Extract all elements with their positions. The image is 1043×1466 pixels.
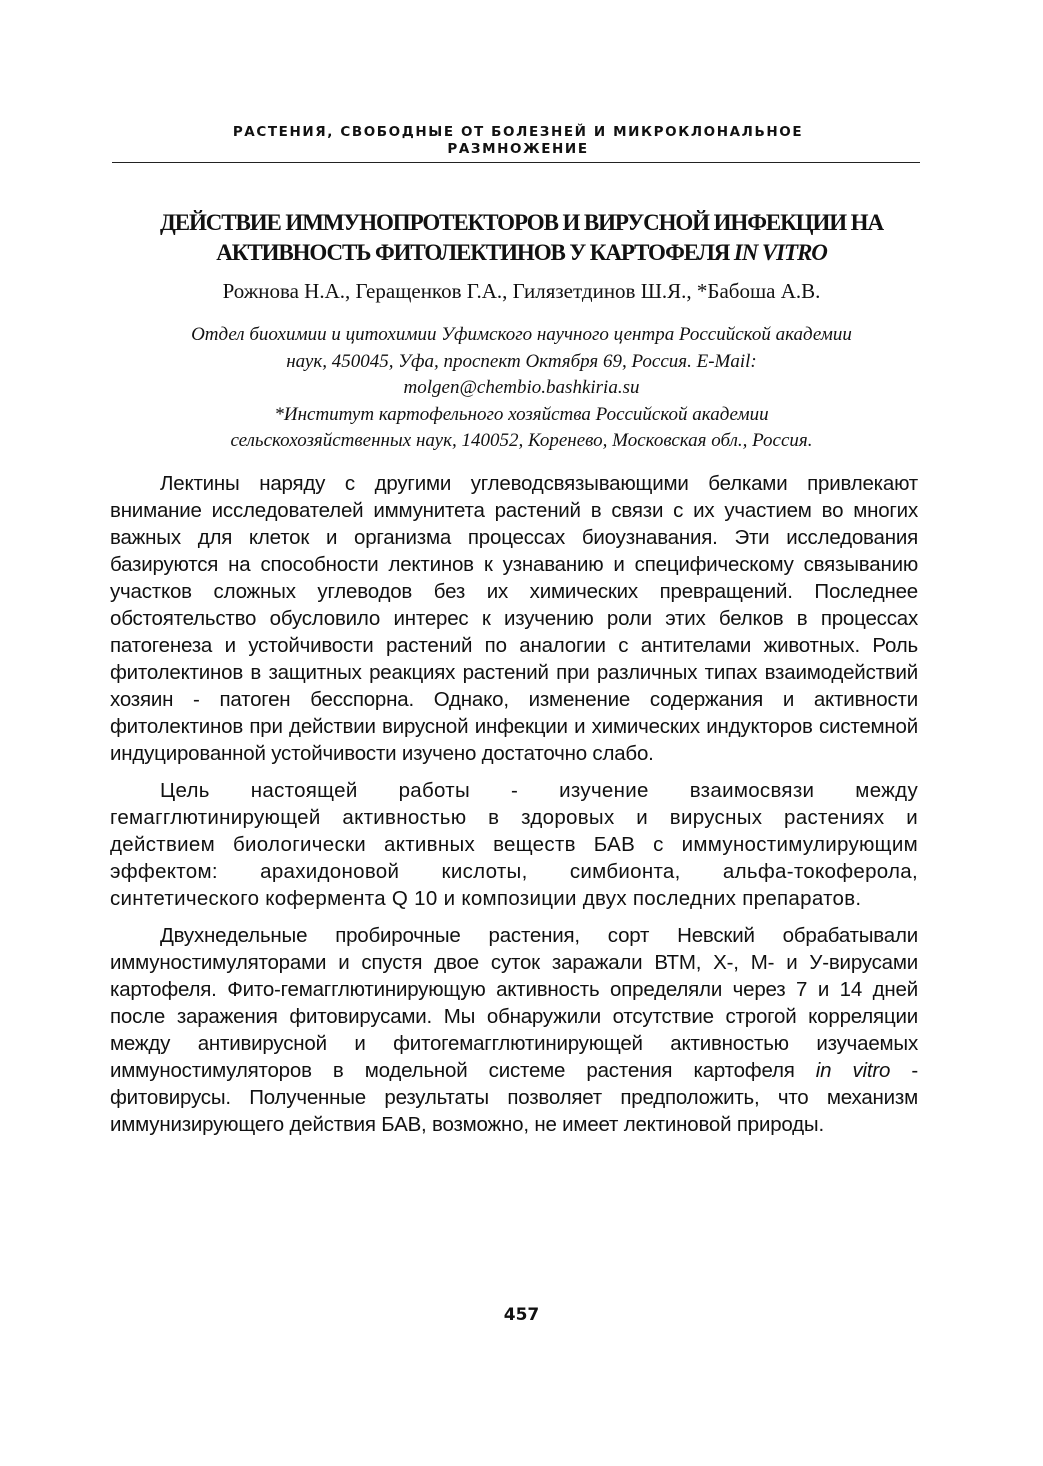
- title-line2: [100, 238, 943, 268]
- article-title: [100, 208, 943, 268]
- affiliation-email: molgen@chembio.bashkiria.su: [403, 377, 640, 398]
- affiliation-line: Отдел биохимии и цитохимии Уфимского научного центра Российской академии: [191, 324, 852, 345]
- page-number: 457: [503, 1305, 540, 1325]
- running-header-line2: РАЗМНОЖЕНИЕ: [447, 141, 589, 157]
- running-header-line1: РАСТЕНИЯ, СВОБОДНЫЕ ОТ БОЛЕЗНЕЙ И МИКРОКЛОНАЛЬНОЕ: [232, 124, 804, 140]
- affiliation-line: сельскохозяйственных наук, 140052, Коренево, Московская обл., Россия.: [230, 430, 813, 451]
- title-in-vitro: IN VITRO: [733, 240, 827, 265]
- results-text: Двухнедельные пробирочные растения, сорт Невский обрабатывали иммуностимуляторами и спустя двое суток заражали ВТМ, X-, M- и У-вирусами картофеля. Фито-гемагглютинирующую активность определяли через 7 и 14 дней после заражения фитовирусами. Мы обнаружили отсутствие строгой корреляции между антивирусной и фитогемагглютинирующей активностью изучаемых иммуностимуляторов в модельной системе растения картофеля: [110, 924, 918, 1082]
- affiliation-line: *Институт картофельного хозяйства Российской академии: [274, 403, 769, 425]
- paragraph-aim: Цель настоящей работы - изучение взаимосвязи между гемагглютинирующей активностью в здоровых и вирусных растениях и действием биологически активных веществ БАВ с иммуностимулирующим эффектом: арахидоновой кислоты, симбионта, альфа-токоферола, синтетического кофермента Q 10 и композиции двух последних препаратов.: [110, 779, 918, 910]
- header-rule: [112, 162, 920, 163]
- article-body: [110, 470, 918, 1148]
- title-line1: ДЕЙСТВИЕ ИММУНОПРОТЕКТОРОВ И ВИРУСНОЙ ИНФЕКЦИИ НА: [159, 210, 883, 235]
- title-line2-text: АКТИВНОСТЬ ФИТОЛЕКТИНОВ У КАРТОФЕЛЯ: [216, 240, 734, 265]
- running-header: [118, 124, 918, 158]
- affiliation-line: наук, 450045, Уфа, проспект Октября 69, Россия. E-Mail:: [286, 350, 757, 372]
- paragraph-introduction: Лектины наряду с другими углеводсвязывающими белками привлекают внимание исследователей иммунитета растений в связи с их участием во многих важных для клеток и организма процессах биоузнавания. Эти исследования базируются на способности лектинов к узнаванию и специфическому связыванию участков сложных углеводов без их химических превращений. Последнее обстоятельство обусловило интерес к изучению роли этих белков в процессах патогенеза и устойчивости растений по аналогии с антителами животных. Роль фитолектинов в защитных реакциях растений при различных типах взаимодействий хозяин - патоген бесспорна. Однако, изменение содержания и активности фитолектинов при действии вирусной инфекции и химических индукторов системной индуцированной устойчивости изучено достаточно слабо.: [110, 472, 918, 765]
- results-in-vitro: in vitro: [815, 1059, 891, 1082]
- authors: Рожнова Н.А., Геращенков Г.А., Гилязетдинов Ш.Я., *Бабоша А.В.: [222, 279, 821, 303]
- paragraph-results: [110, 922, 918, 1138]
- affiliations: [100, 322, 943, 455]
- results-text-end: - фитовирусы. Полученные результаты позволяет предположить, что механизм иммунизирующего действия БАВ, возможно, не имеет лектиновой природы.: [110, 1059, 918, 1136]
